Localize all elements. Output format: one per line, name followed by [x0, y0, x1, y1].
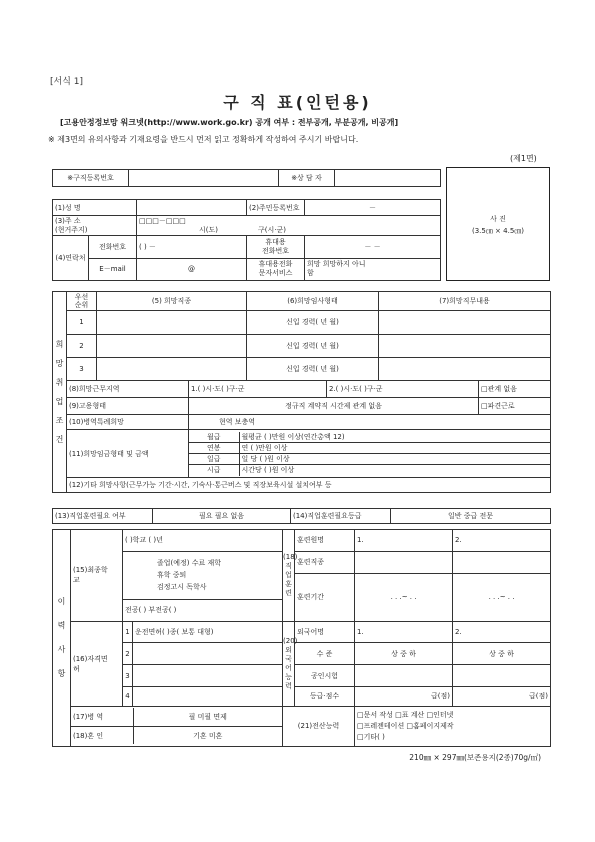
certified-test-label: 공인시험: [295, 665, 355, 687]
duty-field-3[interactable]: [379, 357, 551, 380]
postcode-boxes[interactable]: □□□－□□□: [139, 216, 186, 225]
district-label: 구(시·군): [258, 225, 286, 234]
registration-number-label: ※구직등록번호: [53, 170, 129, 187]
marriage-label: (18)혼 인: [71, 726, 133, 744]
computer-skill-row-3: □기타( ): [357, 732, 385, 741]
address-field[interactable]: [137, 216, 441, 236]
email-label: E－mail: [89, 258, 137, 280]
phone-field[interactable]: ( ) －: [137, 236, 247, 258]
wage-type-daily[interactable]: 일급: [189, 454, 239, 465]
wage-options: [189, 430, 551, 478]
grade-score-label: 등급·점수: [295, 686, 355, 706]
wage-amount-hourly[interactable]: 시간당 ( )원 이상: [241, 466, 295, 475]
employ-type-label: (9)고용형태: [67, 398, 189, 415]
license-no-1: 1: [123, 621, 133, 643]
instruction-notice: ※ 제3면의 유의사항과 기재요령을 반드시 먼저 읽고 정확하게 작성하여 주시기 바랍니다.: [48, 135, 359, 144]
city-label: 시(도): [199, 225, 219, 234]
wage-table: [189, 432, 550, 476]
training-type-1[interactable]: [355, 551, 453, 573]
rank-3: 3: [67, 357, 97, 380]
wage-amount-yearly[interactable]: 연 ( )만원 이상: [239, 443, 550, 454]
graduation-row-1: 졸업(예정) 수료 재학: [157, 559, 222, 568]
type-field-2[interactable]: 신입 경력( 년 월): [247, 334, 379, 357]
computer-skills-label: (21)전산능력: [283, 706, 355, 746]
training-need-table: [52, 508, 551, 524]
region-choice-1[interactable]: 1.( )시·도( )구·군: [189, 381, 327, 398]
school-field[interactable]: ( )학교 ( )년: [123, 530, 283, 552]
duty-field-1[interactable]: [379, 311, 551, 334]
type-field-3[interactable]: 신입 경력( 년 월): [247, 357, 379, 380]
address-sub-label: (현거주지): [55, 225, 88, 234]
military-special-label: (10)병역특례희망: [67, 415, 189, 430]
training-period-label: 훈련기간: [295, 573, 355, 621]
military-marriage-table: [71, 708, 282, 744]
type-field-1[interactable]: 신입 경력( 년 월): [247, 311, 379, 334]
history-table: [52, 529, 551, 747]
license-no-3: 3: [123, 665, 133, 687]
desired-job-label: (5) 희망직종: [97, 292, 247, 311]
form-title: 구 직 표(인턴용): [223, 93, 372, 112]
rrn-label: (2)주민등록번호: [247, 200, 305, 216]
license-no-4: 4: [123, 686, 133, 706]
photo-caption: 사 진: [490, 215, 506, 223]
training-grade-label: (14)직업훈련필요등급: [291, 509, 391, 524]
manager-field[interactable]: [335, 170, 441, 187]
hope-row: [53, 311, 551, 334]
page-number: (제1면): [510, 154, 537, 163]
dispatch-checkbox[interactable]: □파견근로: [479, 398, 551, 415]
wage-amount-daily[interactable]: 일 당 ( )원 이상: [239, 454, 550, 465]
wage-type-hourly[interactable]: 시급: [189, 465, 239, 476]
training-name-1[interactable]: 1.: [355, 530, 453, 552]
other-wishes-field[interactable]: (12)기타 희망사항(근무가능 기간·시간, 기숙사·통근버스 및 직장보육시설 설치여부 등: [67, 478, 551, 493]
personal-info-table: [52, 199, 441, 281]
form-number: [서식 1]: [50, 77, 83, 87]
license-field-4[interactable]: [133, 686, 283, 706]
language-name-2[interactable]: 2.: [453, 621, 551, 643]
training-type-2[interactable]: [453, 551, 551, 573]
major-field[interactable]: 전공( ) 부전공( ): [123, 599, 283, 621]
job-field-1[interactable]: [97, 311, 247, 334]
language-name-label: 외국어명: [295, 621, 355, 643]
language-label: (20) 외 국 어 능 력: [283, 621, 295, 706]
hope-row: [53, 357, 551, 380]
wage-type-yearly[interactable]: 연봉: [189, 443, 239, 454]
rank-1: 1: [67, 311, 97, 334]
mobile-field[interactable]: － －: [305, 236, 441, 258]
rank-label: 우선 순위: [67, 292, 97, 311]
training-name-2[interactable]: 2.: [453, 530, 551, 552]
rank-2: 2: [67, 334, 97, 357]
training-label: (18) 직 업 훈 련: [283, 530, 295, 622]
certified-test-2[interactable]: [453, 665, 551, 687]
grade-score-1[interactable]: 급(점): [355, 686, 453, 706]
photo-label: [446, 213, 550, 237]
training-grade-options[interactable]: 일반 중급 전문: [391, 509, 551, 524]
sms-label: 휴대용전화 문자서비스: [247, 258, 305, 280]
history-side-label: 이 력 사 항: [53, 530, 71, 747]
language-level-label: 수 준: [295, 643, 355, 665]
military-service-label: (17)병 역: [71, 708, 133, 726]
training-need-label: (13)직업훈련필요 여부: [53, 509, 153, 524]
hope-conditions-table: [52, 291, 551, 493]
hope-row: [53, 334, 551, 357]
training-period-2[interactable]: . . .~ . .: [453, 573, 551, 621]
grade-score-2[interactable]: 급(점): [453, 686, 551, 706]
certified-test-1[interactable]: [355, 665, 453, 687]
license-label: (16)자격면 허: [71, 621, 123, 706]
language-name-1[interactable]: 1.: [355, 621, 453, 643]
license-field-2[interactable]: [133, 643, 283, 665]
military-marriage-cell: [71, 706, 283, 746]
mobile-label: 휴대용 전화번호: [247, 236, 305, 258]
address-label: [53, 216, 137, 236]
wage-label: (11)희망임금형태 및 금액: [67, 430, 189, 478]
contact-label: (4)연락처: [53, 236, 89, 281]
wage-amount-monthly[interactable]: 월평균 ( )만원 이상(연간총액 12): [239, 432, 550, 443]
military-service-options[interactable]: 필 미필 면제: [133, 708, 282, 726]
region-any-checkbox[interactable]: □관계 없음: [479, 381, 551, 398]
registration-table: [52, 169, 441, 187]
desired-type-label: (6)희망임사형태: [247, 292, 379, 311]
name-field[interactable]: [137, 200, 247, 216]
phone-label: 전화번호: [89, 236, 137, 258]
hope-side-label: 희 망 취 업 조 건: [53, 292, 67, 493]
email-field[interactable]: @: [137, 258, 247, 280]
graduation-status[interactable]: [123, 551, 283, 599]
license-no-2: 2: [123, 643, 133, 665]
region-choice-2[interactable]: 2.( )시·도( )구·군: [327, 381, 479, 398]
paper-spec-footer: 210㎜ × 297㎜(보존용지(2종)70g/㎡): [409, 753, 541, 762]
job-field-2[interactable]: [97, 334, 247, 357]
desired-duty-label: (7)희망직무내용: [379, 292, 551, 311]
computer-skill-row-1: □문서 작성 □표 계산 □인터넷: [357, 710, 454, 719]
license-field-3[interactable]: [133, 665, 283, 687]
computer-skills-options[interactable]: [355, 706, 551, 746]
job-field-3[interactable]: [97, 357, 247, 380]
graduation-row-3: 검정고시 독학사: [157, 583, 207, 592]
rrn-field[interactable]: －: [305, 200, 441, 216]
military-special-options[interactable]: 현역 보충역: [189, 415, 551, 430]
language-level-1[interactable]: 상 중 하: [355, 643, 453, 665]
wage-type-monthly[interactable]: 월급: [189, 432, 239, 443]
training-period-1[interactable]: . . .~ . .: [355, 573, 453, 621]
marriage-options[interactable]: 기혼 미혼: [193, 731, 223, 740]
sms-options[interactable]: 희망 희망하지 아니 함: [305, 258, 441, 280]
training-need-options[interactable]: 필요 필요 없음: [153, 509, 291, 524]
license-field-1[interactable]: 운전면허( )종( 보통 대형): [133, 621, 283, 643]
registration-number-field[interactable]: [129, 170, 279, 187]
manager-label: ※상 담 자: [279, 170, 335, 187]
employ-type-options[interactable]: 정규직 계약직 시간제 관계 없음: [189, 398, 479, 415]
graduation-row-2: 휴학 중퇴: [157, 571, 187, 580]
language-level-2[interactable]: 상 중 하: [453, 643, 551, 665]
disclosure-options: [고용안정정보망 워크넷(http://www.work.go.kr) 공개 여부 : 전부공개, 부분공개, 비공개]: [60, 118, 399, 127]
photo-size: (3.5㎝ × 4.5㎝): [471, 227, 525, 235]
name-label: (1)성 명: [53, 200, 137, 216]
training-type-label: 훈련직종: [295, 551, 355, 573]
duty-field-2[interactable]: [379, 334, 551, 357]
education-label: (15)최종학 교: [71, 530, 123, 622]
training-name-label: 훈련원명: [295, 530, 355, 552]
computer-skill-row-2: □프레젠테이션 □홈페이지제작: [357, 721, 454, 730]
region-label: (8)희망근무지역: [67, 381, 189, 398]
address-label-text: (3)주 소: [55, 216, 81, 225]
address-region: [139, 226, 438, 235]
